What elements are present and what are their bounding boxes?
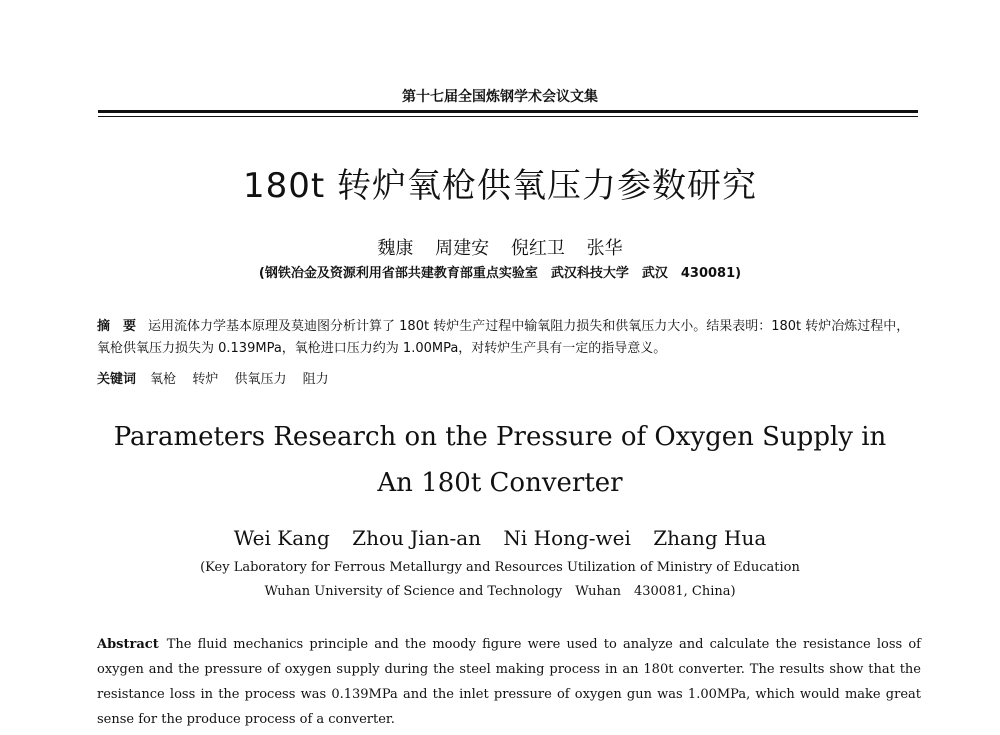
chinese-authors (0, 234, 1000, 260)
en-affiliation-line: Wuhan University of Science and Technology Wuhan 430081, China) (264, 584, 736, 599)
cn-keyword: 阻力 (302, 372, 329, 387)
english-affiliation (0, 556, 1000, 604)
cn-keywords-label: 关键词 (97, 372, 137, 387)
chinese-keywords (97, 368, 341, 387)
en-abstract-text: The fluid mechanics principle and the moody figure were used to analyze and calculate the resistance loss of oxygen and the pressure of oxygen supply during the steel making process in an 180t converter. The results show that the resistance loss in the process was 0.139MPa and the inlet pressure of oxygen gun was 1.00MPa, which would make great sense for the produce process of a converter. (97, 637, 921, 727)
cn-author: 魏康 (377, 238, 414, 259)
cn-author: 张华 (586, 238, 623, 259)
cn-author: 周建安 (435, 238, 490, 259)
cn-keyword: 氧枪 (150, 372, 177, 387)
cn-keyword: 供氧压力 (234, 372, 287, 387)
en-abstract-label: Abstract (97, 637, 159, 652)
en-author: Wei Kang (233, 526, 330, 550)
en-author: Zhang Hua (653, 526, 767, 550)
chinese-affiliation: (钢铁冶金及资源利用省部共建教育部重点实验室 武汉科技大学 武汉 430081) (258, 266, 742, 281)
english-title: Parameters Research on the Pressure of Oxygen Supply in An 180t Converter (113, 422, 887, 498)
cn-abstract-label: 摘 要 (97, 319, 137, 334)
chinese-abstract (97, 316, 921, 360)
english-authors (0, 526, 1000, 550)
en-author: Ni Hong-wei (503, 526, 631, 550)
header-rule-thick (98, 110, 918, 113)
en-author: Zhou Jian-an (352, 526, 482, 550)
header-rule-thin (98, 116, 918, 117)
en-affiliation-line: (Key Laboratory for Ferrous Metallurgy and Resources Utilization of Ministry of Education (200, 560, 800, 575)
chinese-title: 180t 转炉氧枪供氧压力参数研究 (242, 166, 758, 206)
english-abstract (97, 632, 921, 732)
cn-author: 倪红卫 (510, 238, 565, 259)
cn-abstract-text: 运用流体力学基本原理及莫迪图分析计算了 180t 转炉生产过程中输氧阻力损失和供氧压力大小。结果表明：180t 转炉冶炼过程中，氧枪供氧压力损失为 0.139MPa，氧枪进口压力约为 1.00MPa，对转炉生产具有一定的指导意义。 (97, 319, 910, 356)
running-header: 第十七届全国炼钢学术会议文集 (402, 89, 598, 105)
cn-keyword: 转炉 (192, 372, 219, 387)
